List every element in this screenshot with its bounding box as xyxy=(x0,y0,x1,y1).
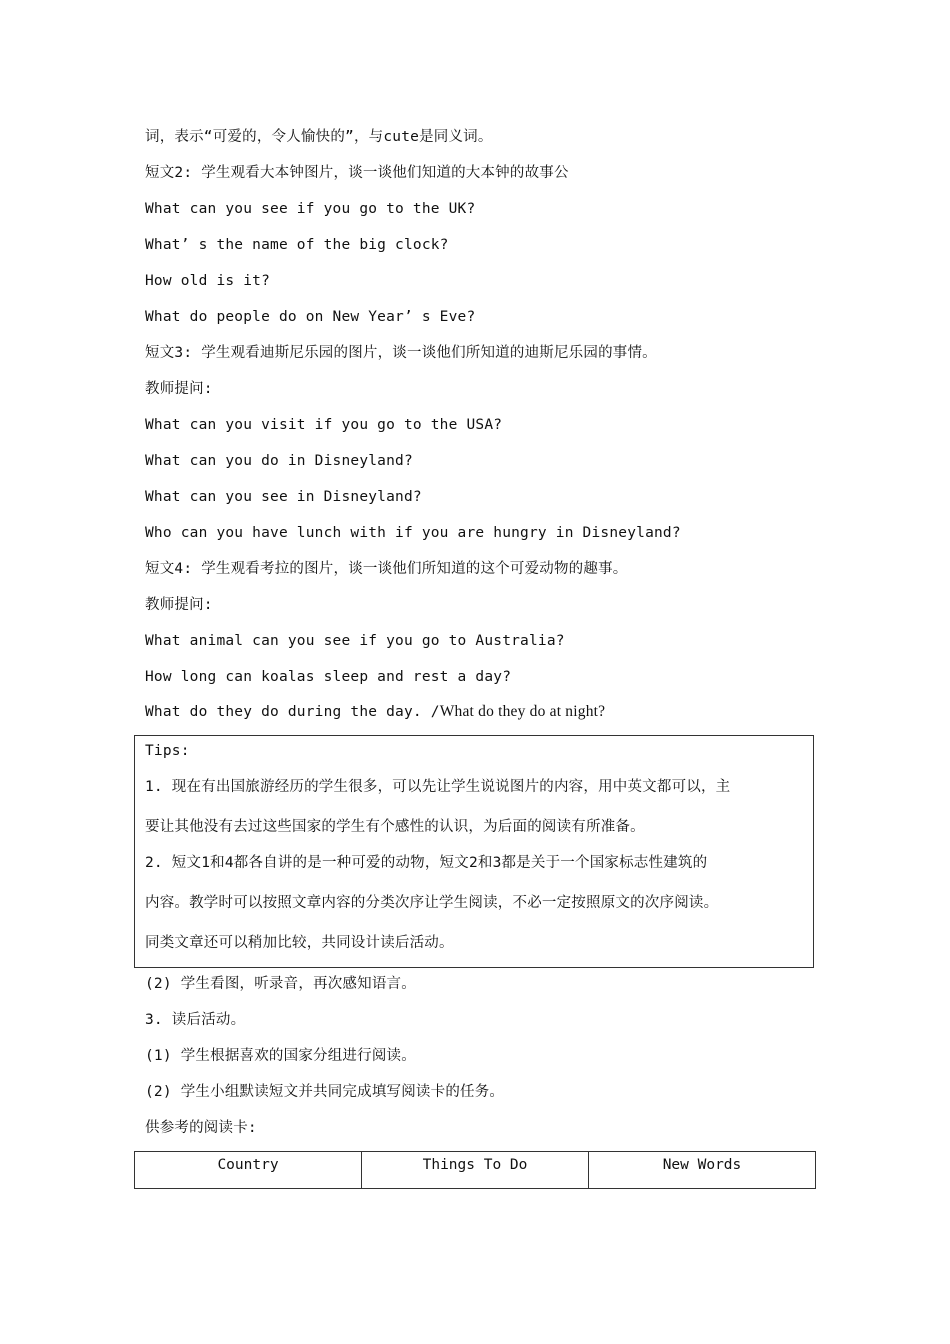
question-part: What do they do during the day. / xyxy=(145,704,440,720)
text-line: 短文3: 学生观看迪斯尼乐园的图片，谈一谈他们所知道的迪斯尼乐园的事情。 xyxy=(145,345,657,361)
text-line: 词，表示“可爱的，令人愉快的”，与cute是同义词。 xyxy=(145,129,493,145)
question-line: What can you do in Disneyland? xyxy=(145,453,413,469)
question-line: What can you see in Disneyland? xyxy=(145,489,422,505)
text-line: (2) 学生小组默读短文并共同完成填写阅读卡的任务。 xyxy=(145,1084,505,1100)
question-part: What do they do at night? xyxy=(439,703,606,720)
question-line: What’ s the name of the big clock? xyxy=(145,237,449,253)
text-line: 短文2: 学生观看大本钟图片，谈一谈他们知道的大本钟的故事公 xyxy=(145,165,569,181)
table-header-cell: New Words xyxy=(589,1152,816,1189)
tips-line: 内容。教学时可以按照文章内容的分类次序让学生阅读，不必一定按照原文的次序阅读。 xyxy=(145,895,719,911)
question-line xyxy=(145,702,605,722)
tips-box xyxy=(134,735,814,968)
text-line: 3. 读后活动。 xyxy=(145,1012,246,1028)
question-line: What can you visit if you go to the USA? xyxy=(145,417,503,433)
tips-title: Tips: xyxy=(145,743,190,759)
text-line: 供参考的阅读卡: xyxy=(145,1120,257,1136)
table-header-cell: Things To Do xyxy=(362,1152,589,1189)
question-line: What animal can you see if you go to Australia? xyxy=(145,633,565,649)
text-line: 教师提问: xyxy=(145,381,213,397)
question-line: How long can koalas sleep and rest a day? xyxy=(145,669,512,685)
text-line: (2) 学生看图，听录音，再次感知语言。 xyxy=(145,976,416,992)
table-header-cell: Country xyxy=(135,1152,362,1189)
question-line: What can you see if you go to the UK? xyxy=(145,201,476,217)
question-line: Who can you have lunch with if you are hungry in Disneyland? xyxy=(145,525,681,541)
text-line: 短文4: 学生观看考拉的图片，谈一谈他们所知道的这个可爱动物的趣事。 xyxy=(145,561,628,577)
table-header-row xyxy=(135,1152,816,1189)
question-line: How old is it? xyxy=(145,273,271,289)
question-line: What do people do on New Year’ s Eve? xyxy=(145,309,476,325)
tips-line: 1. 现在有出国旅游经历的学生很多，可以先让学生说说图片的内容，用中英文都可以，主 xyxy=(145,779,731,795)
tips-line: 2. 短文1和4都各自讲的是一种可爱的动物，短文2和3都是关于一个国家标志性建筑的 xyxy=(145,855,708,871)
reading-card-table xyxy=(134,1151,816,1189)
text-line: 教师提问: xyxy=(145,597,213,613)
tips-line: 同类文章还可以稍加比较，共同设计读后活动。 xyxy=(145,935,454,951)
tips-line: 要让其他没有去过这些国家的学生有个感性的认识，为后面的阅读有所准备。 xyxy=(145,819,645,835)
text-line: (1) 学生根据喜欢的国家分组进行阅读。 xyxy=(145,1048,416,1064)
